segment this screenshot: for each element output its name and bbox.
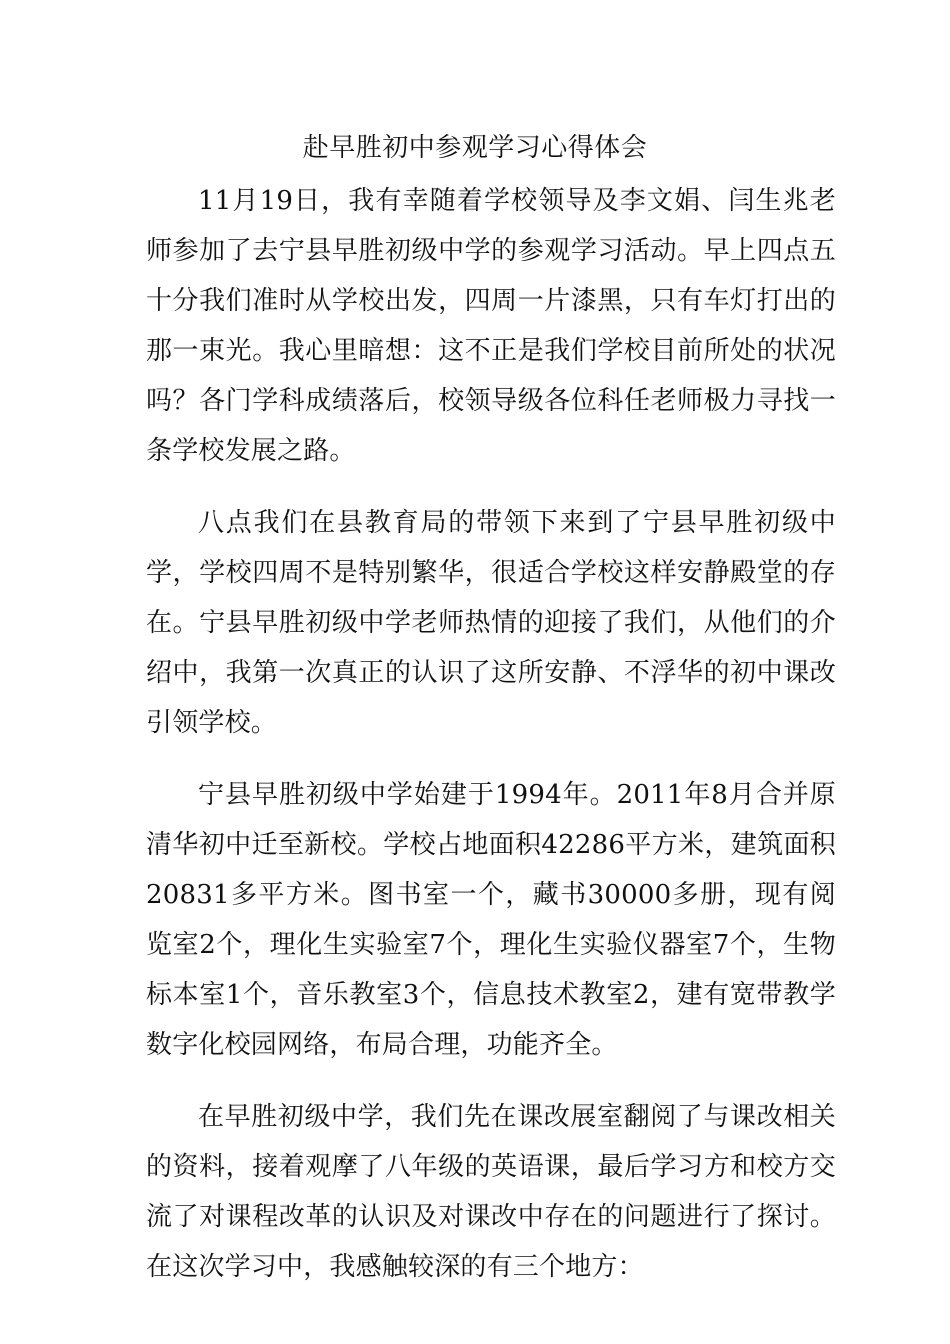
paragraph-4: 在早胜初级中学，我们先在课改展室翻阅了与课改相关的资料，接着观摩了八年级的英语课，最后学习方和校方交流了对课程改革的认识及对课改中存在的问题进行了探讨。在这次学习中，我感触较深的有三个地方： xyxy=(146,1102,836,1282)
paragraph-3: 宁县早胜初级中学始建于1994年。2011年8月合并原清华初中迁至新校。学校占地面积42286平方米，建筑面积20831多平方米。图书室一个，藏书30000多册，现有阅览室2个，理化生实验室7个，理化生实验仪器室7个，生物标本室1个，音乐教室3个，信息技术教室2，建有宽带教学数字化校园网络，布局合理，功能齐全。 xyxy=(146,780,836,1060)
document-title: 赴早胜初中参观学习心得体会 xyxy=(302,133,648,163)
document-body xyxy=(146,176,836,1292)
paragraph-1: 11月19日，我有幸随着学校领导及李文娟、闫生兆老师参加了去宁县早胜初级中学的参观学习活动。早上四点五十分我们准时从学校出发，四周一片漆黑，只有车灯打出的那一束光。我心里暗想：这不正是我们学校目前所处的状况吗？各门学科成绩落后，校领导级各位科任老师极力寻找一条学校发展之路。 xyxy=(146,186,836,466)
paragraph-2: 八点我们在县教育局的带领下来到了宁县早胜初级中学，学校四周不是特别繁华，很适合学校这样安静殿堂的存在。宁县早胜初级中学老师热情的迎接了我们，从他们的介绍中，我第一次真正的认识了这所安静、不浮华的初中课改引领学校。 xyxy=(146,508,836,738)
